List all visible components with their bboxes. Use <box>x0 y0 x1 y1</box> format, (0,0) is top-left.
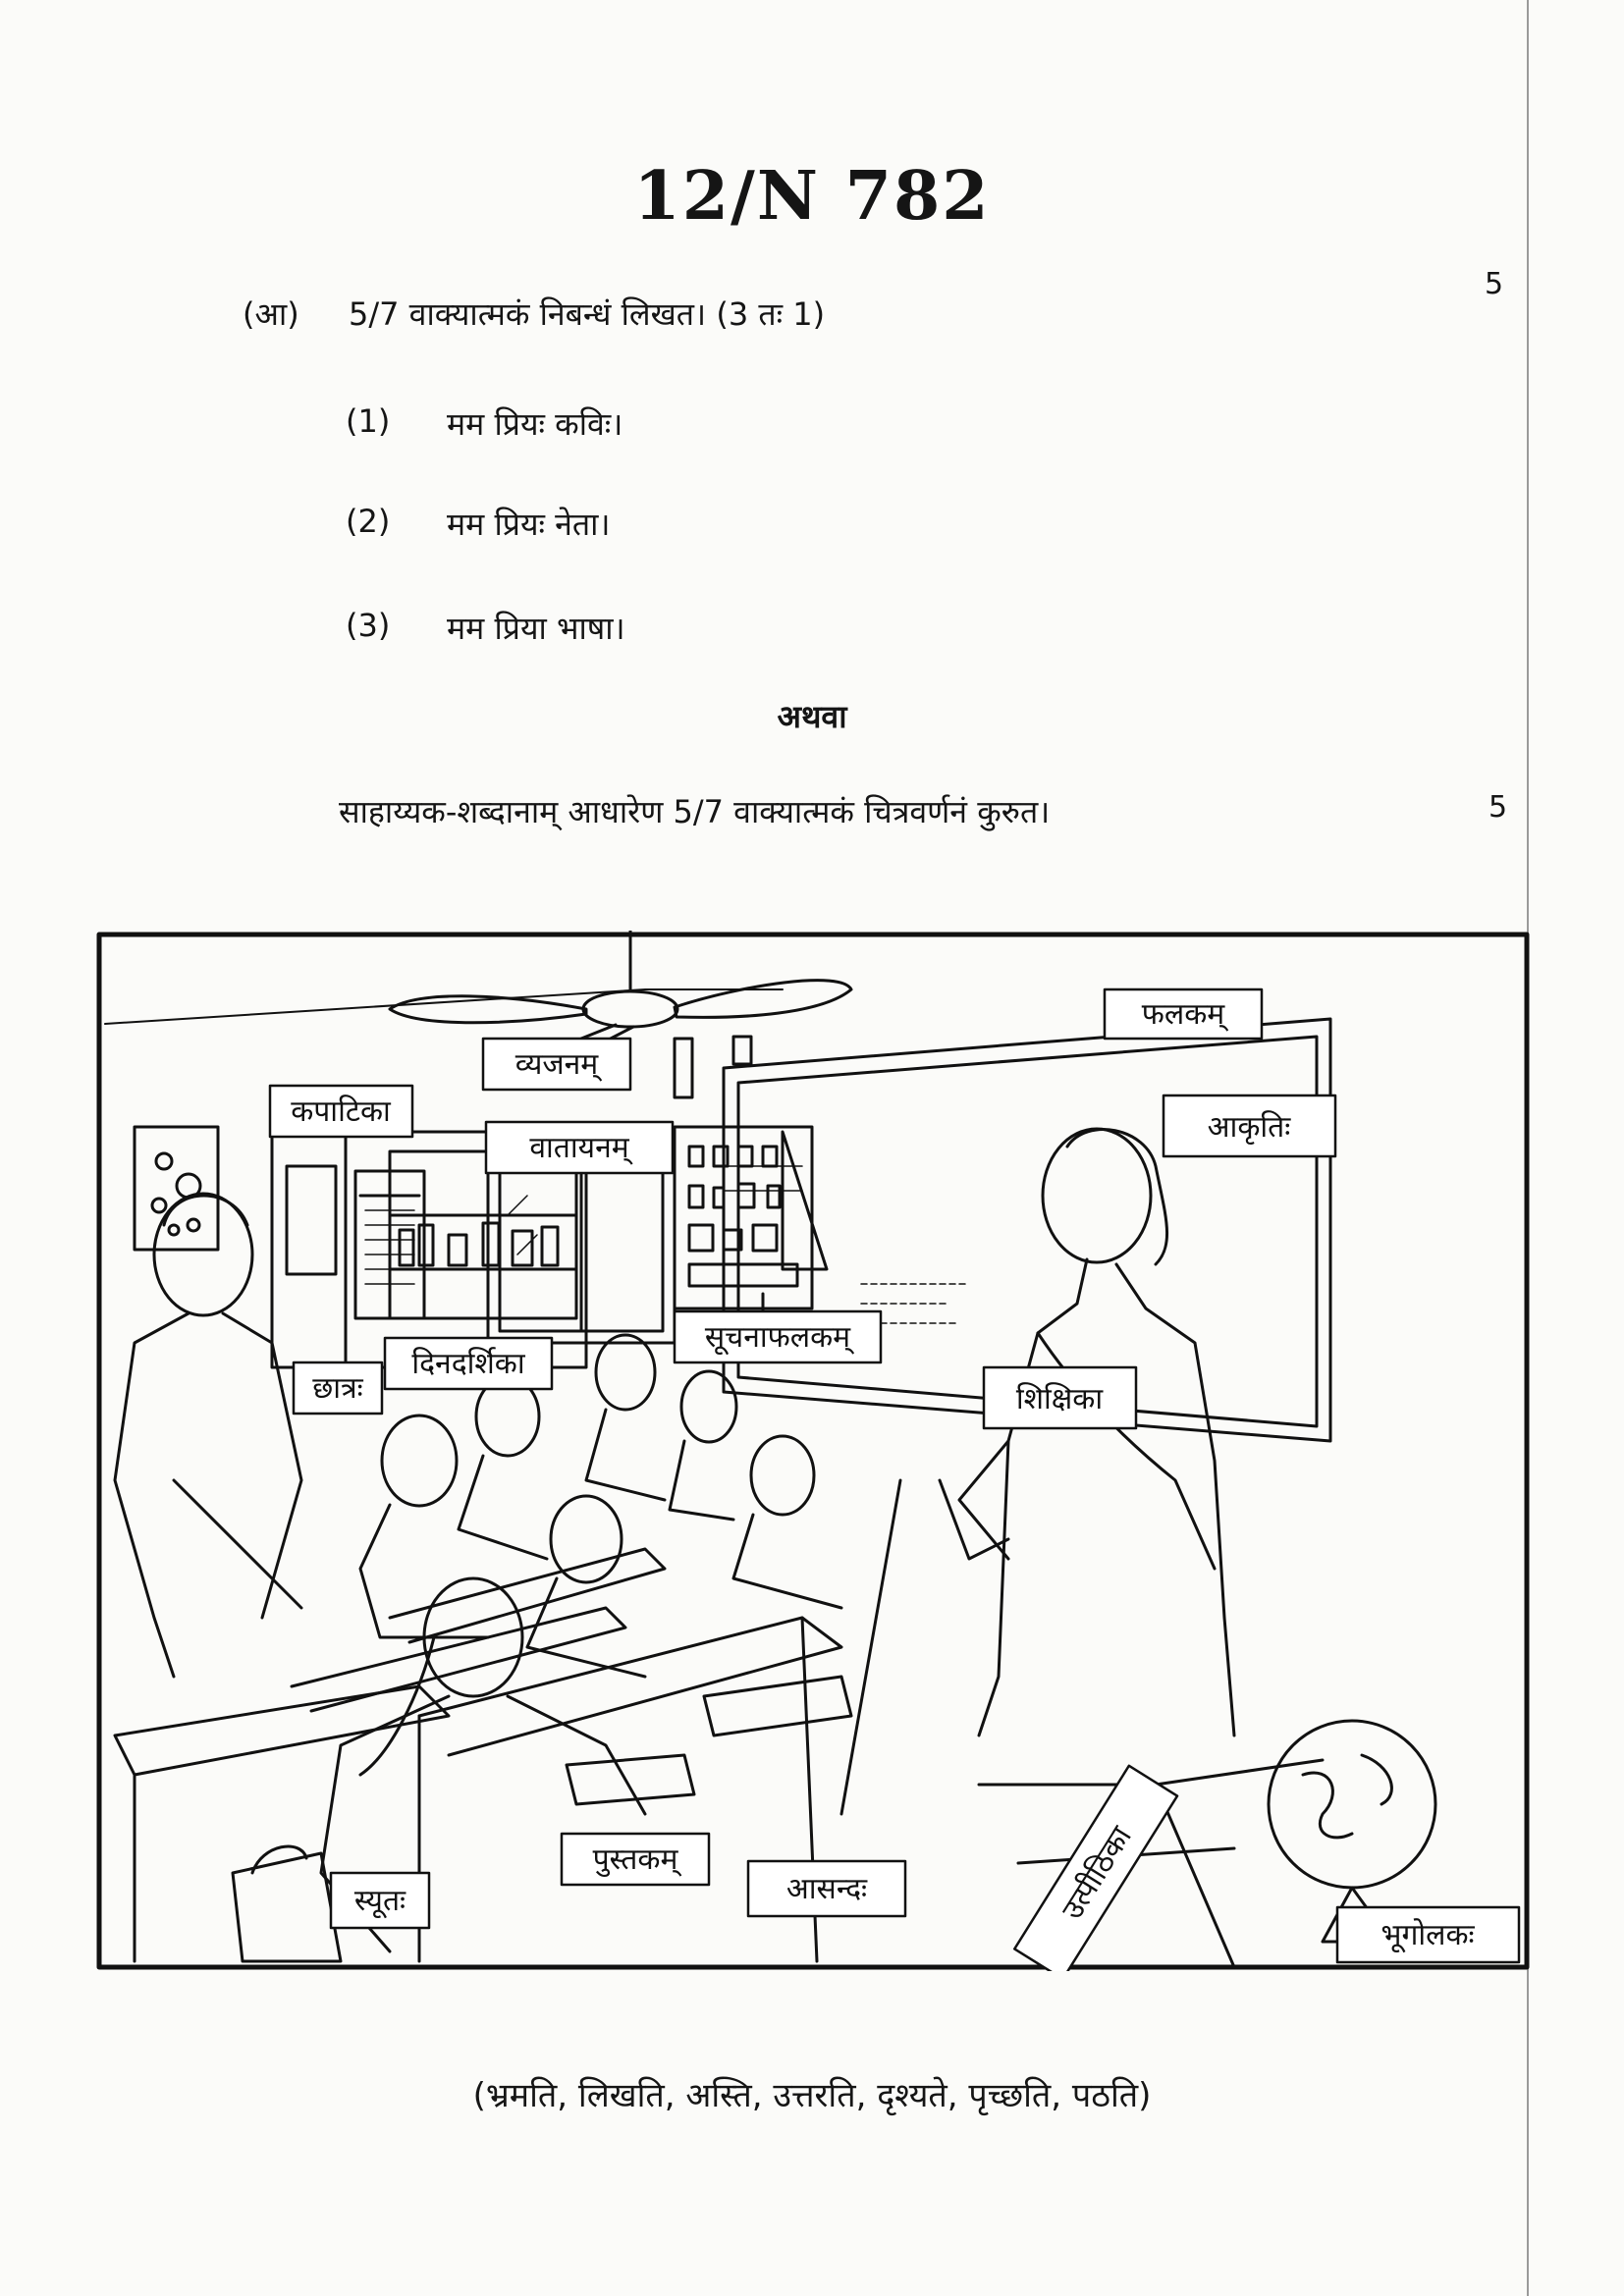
paper-code: 12/N 782 <box>633 157 991 236</box>
option-1-number: (1) <box>346 402 391 440</box>
label-vyajanam <box>483 1039 630 1090</box>
marks-alt: 5 <box>1489 790 1508 825</box>
notice-board <box>675 1127 812 1308</box>
label-shikshika <box>984 1367 1136 1428</box>
option-2-text: मम प्रियः नेता। <box>447 506 611 543</box>
alt-instruction: साहाय्यक-शब्दानाम् आधारेण 5/7 वाक्यात्मकं चित्रवर्णनं कुरुत। <box>339 793 1051 830</box>
classroom-picture <box>95 931 1531 1971</box>
svg-text:शिक्षिका: शिक्षिका <box>1015 1382 1104 1416</box>
marks-top: 5 <box>1485 267 1504 301</box>
svg-text:वातायनम्: वातायनम् <box>529 1131 629 1165</box>
svg-text:दिनदर्शिका: दिनदर्शिका <box>411 1347 525 1381</box>
wall-poster <box>135 1127 218 1250</box>
svg-text:उत्पीठिका: उत्पीठिका <box>1055 1820 1139 1926</box>
label-chhatra <box>294 1362 382 1414</box>
svg-text:पुस्तकम्: पुस्तकम् <box>592 1842 678 1877</box>
helper-words: (भ्रमति, लिखति, अस्ति, उत्तरति, दृश्यते, पृच्छति, पठति) <box>472 2076 1152 2115</box>
option-2-number: (2) <box>346 503 391 540</box>
option-1-text: मम प्रियः कविः। <box>447 405 623 443</box>
label-syutah <box>331 1873 429 1928</box>
bag <box>233 1846 341 1961</box>
label-vatayanam <box>486 1122 673 1173</box>
question-number: (आ) <box>243 295 299 333</box>
label-suchanaphalakam <box>675 1311 881 1362</box>
label-akriti <box>1164 1095 1335 1156</box>
svg-text:भूगोलकः: भूगोलकः <box>1380 1918 1475 1952</box>
label-bhugolakah <box>1337 1907 1519 1962</box>
label-utpithika <box>1014 1766 1177 1971</box>
label-dinadarshika <box>385 1338 552 1389</box>
question-instruction: 5/7 वाक्यात्मकं निबन्धं लिखत। (3 तः 1) <box>349 295 826 333</box>
svg-text:फलकम्: फलकम् <box>1141 997 1225 1032</box>
svg-text:आसन्दः: आसन्दः <box>785 1872 868 1906</box>
label-falakam <box>1105 989 1262 1039</box>
or-label: अथवा <box>777 698 847 735</box>
option-3-number: (3) <box>346 607 391 644</box>
label-kapatika <box>270 1086 412 1137</box>
svg-text:कपाटिका: कपाटिका <box>291 1095 391 1129</box>
svg-text:आकृतिः: आकृतिः <box>1207 1110 1291 1145</box>
label-pustakam <box>562 1834 709 1885</box>
teacher-figure <box>841 1129 1234 1814</box>
student-desks <box>115 1549 841 1961</box>
svg-text:छात्रः: छात्रः <box>312 1371 363 1406</box>
svg-text:स्यूतः: स्यूतः <box>353 1884 406 1918</box>
label-asandah <box>748 1861 905 1916</box>
svg-text:सूचनाफलकम्: सूचनाफलकम् <box>704 1320 851 1355</box>
option-3-text: मम प्रिया भाषा। <box>447 610 625 647</box>
svg-text:व्यजनम्: व्यजनम् <box>514 1047 599 1082</box>
